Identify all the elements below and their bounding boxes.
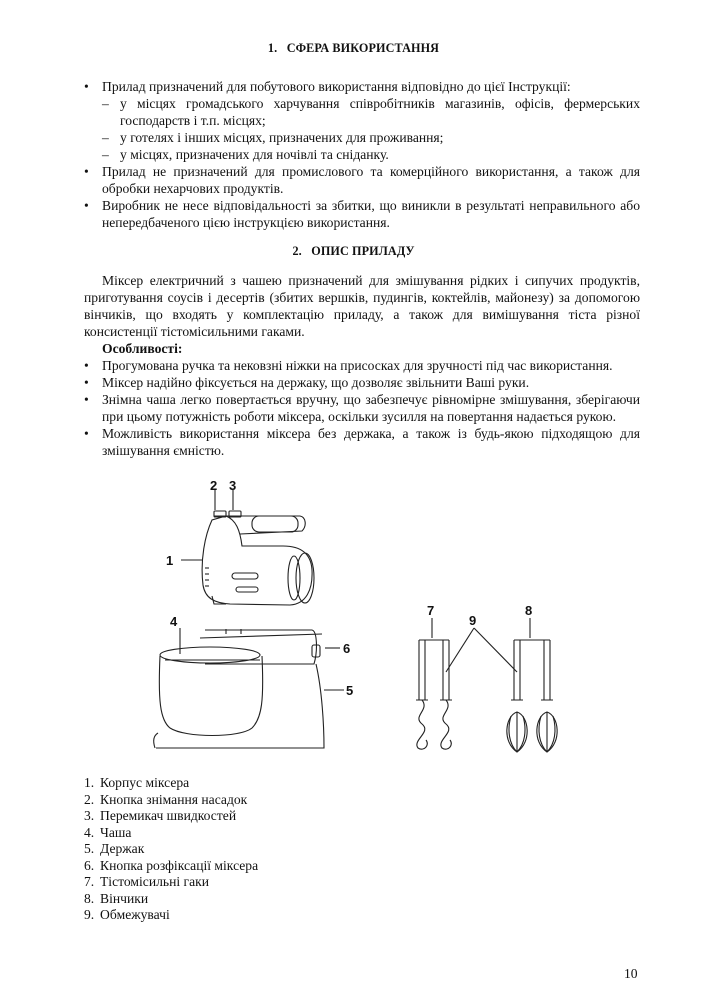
- callout-8: 8: [525, 603, 533, 618]
- bullet-text: Прилад призначений для побутового використання відповідно до цієї Інструкції:: [102, 79, 571, 94]
- legend-number: 4.: [84, 824, 95, 840]
- legend-item: [84, 792, 258, 809]
- dough-hooks-illustration: [416, 640, 452, 749]
- legend-label: Держак: [100, 841, 145, 856]
- sub-item-text: у місцях громадського харчування співробітників магазинів, офісів, фермерських господарств і т.п. місцях;: [120, 96, 640, 128]
- bullet-text: Виробник не несе відповідальності за збитки, що виникли в результаті неправильного або непередбаченого цією інструкцією використання.: [102, 198, 640, 230]
- callout-9: 9: [469, 613, 477, 628]
- parts-legend: [84, 775, 258, 924]
- legend-number: 3.: [84, 808, 95, 823]
- legend-label: Перемикач швидкостей: [100, 808, 237, 823]
- legend-label: Корпус міксера: [100, 775, 190, 790]
- legend-number: 7.: [84, 874, 95, 889]
- bullet-marker: •: [84, 79, 89, 94]
- callout-5: 5: [346, 683, 354, 698]
- stand-mixer-illustration: [154, 629, 324, 748]
- bullet-marker: •: [84, 198, 89, 213]
- bullet-marker: •: [84, 392, 89, 407]
- legend-number: 5.: [84, 841, 95, 856]
- legend-label: Чаша: [100, 824, 132, 840]
- legend-label: Тістомісильні гаки: [100, 874, 210, 889]
- callout-2: 2: [210, 478, 218, 493]
- legend-number: 6.: [84, 857, 95, 873]
- legend-item: [84, 891, 258, 908]
- callout-1: 1: [166, 553, 174, 568]
- section-1-heading: 1. СФЕРА ВИКОРИСТАННЯ: [267, 41, 440, 55]
- callout-6: 6: [343, 641, 351, 656]
- legend-label: Кнопка знімання насадок: [100, 791, 248, 807]
- features-title: Особливості:: [102, 341, 183, 356]
- dash-marker: –: [102, 147, 109, 162]
- sub-item-text: у готелях і інших місцях, призначених для проживання;: [120, 130, 444, 145]
- bullet-marker: •: [84, 358, 89, 373]
- feature-text: Міксер надійно фіксується на держаку, що дозволяє звільнити Ваші руки.: [102, 375, 530, 390]
- beaters-illustration: [507, 640, 557, 752]
- feature-text: Можливість використання міксера без держака, а також із будь-якою підходящою для змішування ємністю.: [102, 426, 640, 458]
- legend-item: [84, 874, 258, 891]
- legend-item: [84, 858, 258, 875]
- legend-number: 8.: [84, 890, 95, 906]
- callout-4: 4: [170, 614, 178, 629]
- section-2-heading: 2. ОПИС ПРИЛАДУ: [292, 244, 415, 258]
- intro-paragraph: Міксер електричний з чашею призначений для змішування рідких і сипучих продуктів, приготування соусів і десертів (збитих вершків, пудингів, коктейлів, майонезу) за допомогою вінчиків, що входять у комплектацію приладу, а також для вимішування тіста різної консистенції тістомісильними гаками.: [84, 273, 640, 339]
- legend-item: [84, 907, 258, 924]
- legend-item: [84, 841, 258, 858]
- bullet-text: Прилад не призначений для промислового та комерційного використання, а також для обробки нехарчових продуктів.: [102, 164, 640, 196]
- page-number: 10: [624, 966, 638, 981]
- legend-label: Кнопка розфіксації міксера: [100, 857, 259, 873]
- legend-number: 1.: [84, 775, 95, 790]
- callout-3: 3: [229, 478, 237, 493]
- legend-label: Вінчики: [100, 890, 149, 906]
- dash-marker: –: [102, 96, 109, 111]
- legend-number: 2.: [84, 791, 95, 807]
- sub-item-text: у місцях, призначених для ночівлі та сніданку.: [120, 147, 389, 162]
- hand-mixer-illustration: [202, 511, 314, 605]
- callout-7: 7: [427, 603, 435, 618]
- legend-item: [84, 825, 258, 842]
- legend-label: Обмежувачі: [100, 907, 170, 922]
- legend-number: 9.: [84, 907, 95, 922]
- bullet-marker: •: [84, 375, 89, 390]
- dash-marker: –: [102, 130, 109, 145]
- bullet-marker: •: [84, 426, 89, 441]
- legend-item: [84, 808, 258, 825]
- bullet-marker: •: [84, 164, 89, 179]
- legend-item: [84, 775, 258, 792]
- feature-text: Знімна чаша легко повертається вручну, що забезпечує рівномірне змішування, зберігаючи при цьому потужність роботи міксера, оскільки зусилля на повертання надається рукою.: [102, 392, 640, 424]
- feature-text: Прогумована ручка та нековзні ніжки на присосках для зручності під час використання.: [102, 358, 613, 373]
